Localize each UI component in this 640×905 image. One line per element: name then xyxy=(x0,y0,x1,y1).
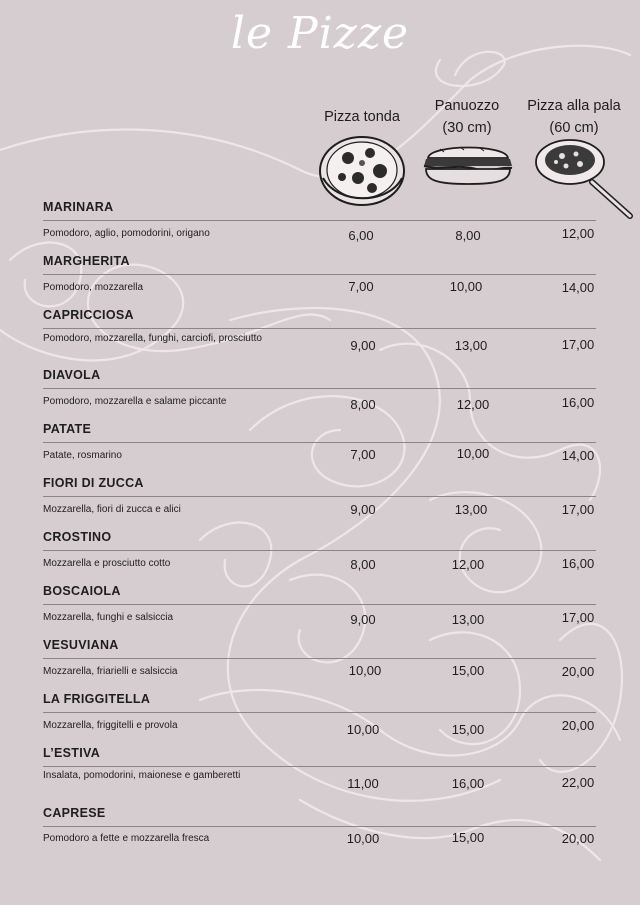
pizza-description: Pomodoro, mozzarella, funghi, carciofi, prosciutto xyxy=(43,333,262,344)
row-divider xyxy=(43,496,596,497)
row-divider xyxy=(43,220,596,221)
column-header-pala-label: Pizza alla pala xyxy=(527,98,621,114)
row-divider xyxy=(43,826,596,827)
price-panuozzo: 15,00 xyxy=(451,830,485,845)
price-pala: 20,00 xyxy=(561,831,595,846)
pizza-name: MARINARA xyxy=(43,200,114,214)
pizza-description: Insalata, pomodorini, maionese e gamberetti xyxy=(43,770,241,781)
pizza-name: PATATE xyxy=(43,422,92,436)
pizza-name: CAPRICCIOSA xyxy=(43,308,134,322)
pizza-peel-icon xyxy=(534,138,634,220)
pizza-name: L’ESTIVA xyxy=(43,746,101,760)
column-header-panuozzo-label: Panuozzo xyxy=(434,98,500,114)
price-pala: 17,00 xyxy=(561,610,595,625)
price-tonda: 11,00 xyxy=(347,776,379,791)
price-panuozzo: 15,00 xyxy=(451,722,485,737)
price-pala: 14,00 xyxy=(561,448,595,463)
row-divider xyxy=(43,328,596,329)
row-divider xyxy=(43,388,596,389)
pizza-name: DIAVOLA xyxy=(43,368,101,382)
price-pala: 16,00 xyxy=(561,395,595,410)
row-divider xyxy=(43,274,596,275)
row-divider xyxy=(43,604,596,605)
price-panuozzo: 12,00 xyxy=(456,397,490,412)
price-pala: 22,00 xyxy=(561,775,595,790)
row-divider xyxy=(43,658,596,659)
column-header-panuozzo-size: (30 cm) xyxy=(442,120,492,136)
price-tonda: 8,00 xyxy=(350,557,376,572)
pizza-description: Mozzarella, friggitelli e provola xyxy=(43,720,178,731)
price-tonda: 10,00 xyxy=(346,722,380,737)
pizza-description: Mozzarella, funghi e salsiccia xyxy=(43,612,174,623)
price-tonda: 10,00 xyxy=(348,663,382,678)
pizza-description: Mozzarella e prosciutto cotto xyxy=(43,558,171,569)
pizza-description: Pomodoro, aglio, pomodorini, origano xyxy=(43,228,210,239)
price-pala: 20,00 xyxy=(561,664,595,679)
price-tonda: 9,00 xyxy=(350,612,376,627)
pizza-description: Patate, rosmarino xyxy=(43,450,122,461)
price-tonda: 9,00 xyxy=(350,338,376,353)
row-divider xyxy=(43,766,596,767)
pizza-description: Pomodoro a fette e mozzarella fresca xyxy=(43,833,210,844)
price-panuozzo: 12,00 xyxy=(451,557,485,572)
pizza-name: MARGHERITA xyxy=(43,254,130,268)
column-header-pala xyxy=(514,95,634,139)
price-tonda: 7,00 xyxy=(348,279,374,294)
pizza-name: CROSTINO xyxy=(43,530,112,544)
price-pala: 14,00 xyxy=(561,280,595,295)
pizza-description: Mozzarella, friarielli e salsiccia xyxy=(43,666,178,677)
price-panuozzo: 8,00 xyxy=(455,228,481,243)
column-header-tonda-label: Pizza tonda xyxy=(324,109,400,125)
price-tonda: 10,00 xyxy=(346,831,380,846)
pizza-description: Mozzarella, fiori di zucca e alici xyxy=(43,504,181,515)
pizza-name: CAPRESE xyxy=(43,806,106,820)
row-divider xyxy=(43,442,596,443)
price-pala: 20,00 xyxy=(561,718,595,733)
pizza-name: VESUVIANA xyxy=(43,638,119,652)
pizza-name: BOSCAIOLA xyxy=(43,584,121,598)
price-panuozzo: 10,00 xyxy=(456,446,490,461)
price-tonda: 7,00 xyxy=(350,447,376,462)
price-pala: 12,00 xyxy=(561,226,595,241)
pizza-name: FIORI DI ZUCCA xyxy=(43,476,144,490)
column-header-tonda xyxy=(312,106,412,128)
price-pala: 16,00 xyxy=(561,556,595,571)
price-tonda: 6,00 xyxy=(348,228,374,243)
price-panuozzo: 15,00 xyxy=(451,663,485,678)
price-tonda: 9,00 xyxy=(350,502,376,517)
pizza-description: Pomodoro, mozzarella xyxy=(43,282,144,293)
price-panuozzo: 10,00 xyxy=(449,279,483,294)
price-panuozzo: 13,00 xyxy=(454,338,488,353)
row-divider xyxy=(43,550,596,551)
sandwich-icon xyxy=(420,140,516,188)
price-panuozzo: 16,00 xyxy=(451,776,485,791)
price-pala: 17,00 xyxy=(561,502,595,517)
pizza-name: LA FRIGGITELLA xyxy=(43,692,151,706)
price-pala: 17,00 xyxy=(561,337,595,352)
row-divider xyxy=(43,712,596,713)
page-title: le Pizze xyxy=(230,8,410,59)
price-panuozzo: 13,00 xyxy=(451,612,485,627)
price-tonda: 8,00 xyxy=(350,397,376,412)
column-header-panuozzo xyxy=(417,95,517,139)
pizza-description: Pomodoro, mozzarella e salame piccante xyxy=(43,396,227,407)
price-panuozzo: 13,00 xyxy=(454,502,488,517)
round-pizza-icon xyxy=(318,133,406,207)
column-header-pala-size: (60 cm) xyxy=(549,120,599,136)
